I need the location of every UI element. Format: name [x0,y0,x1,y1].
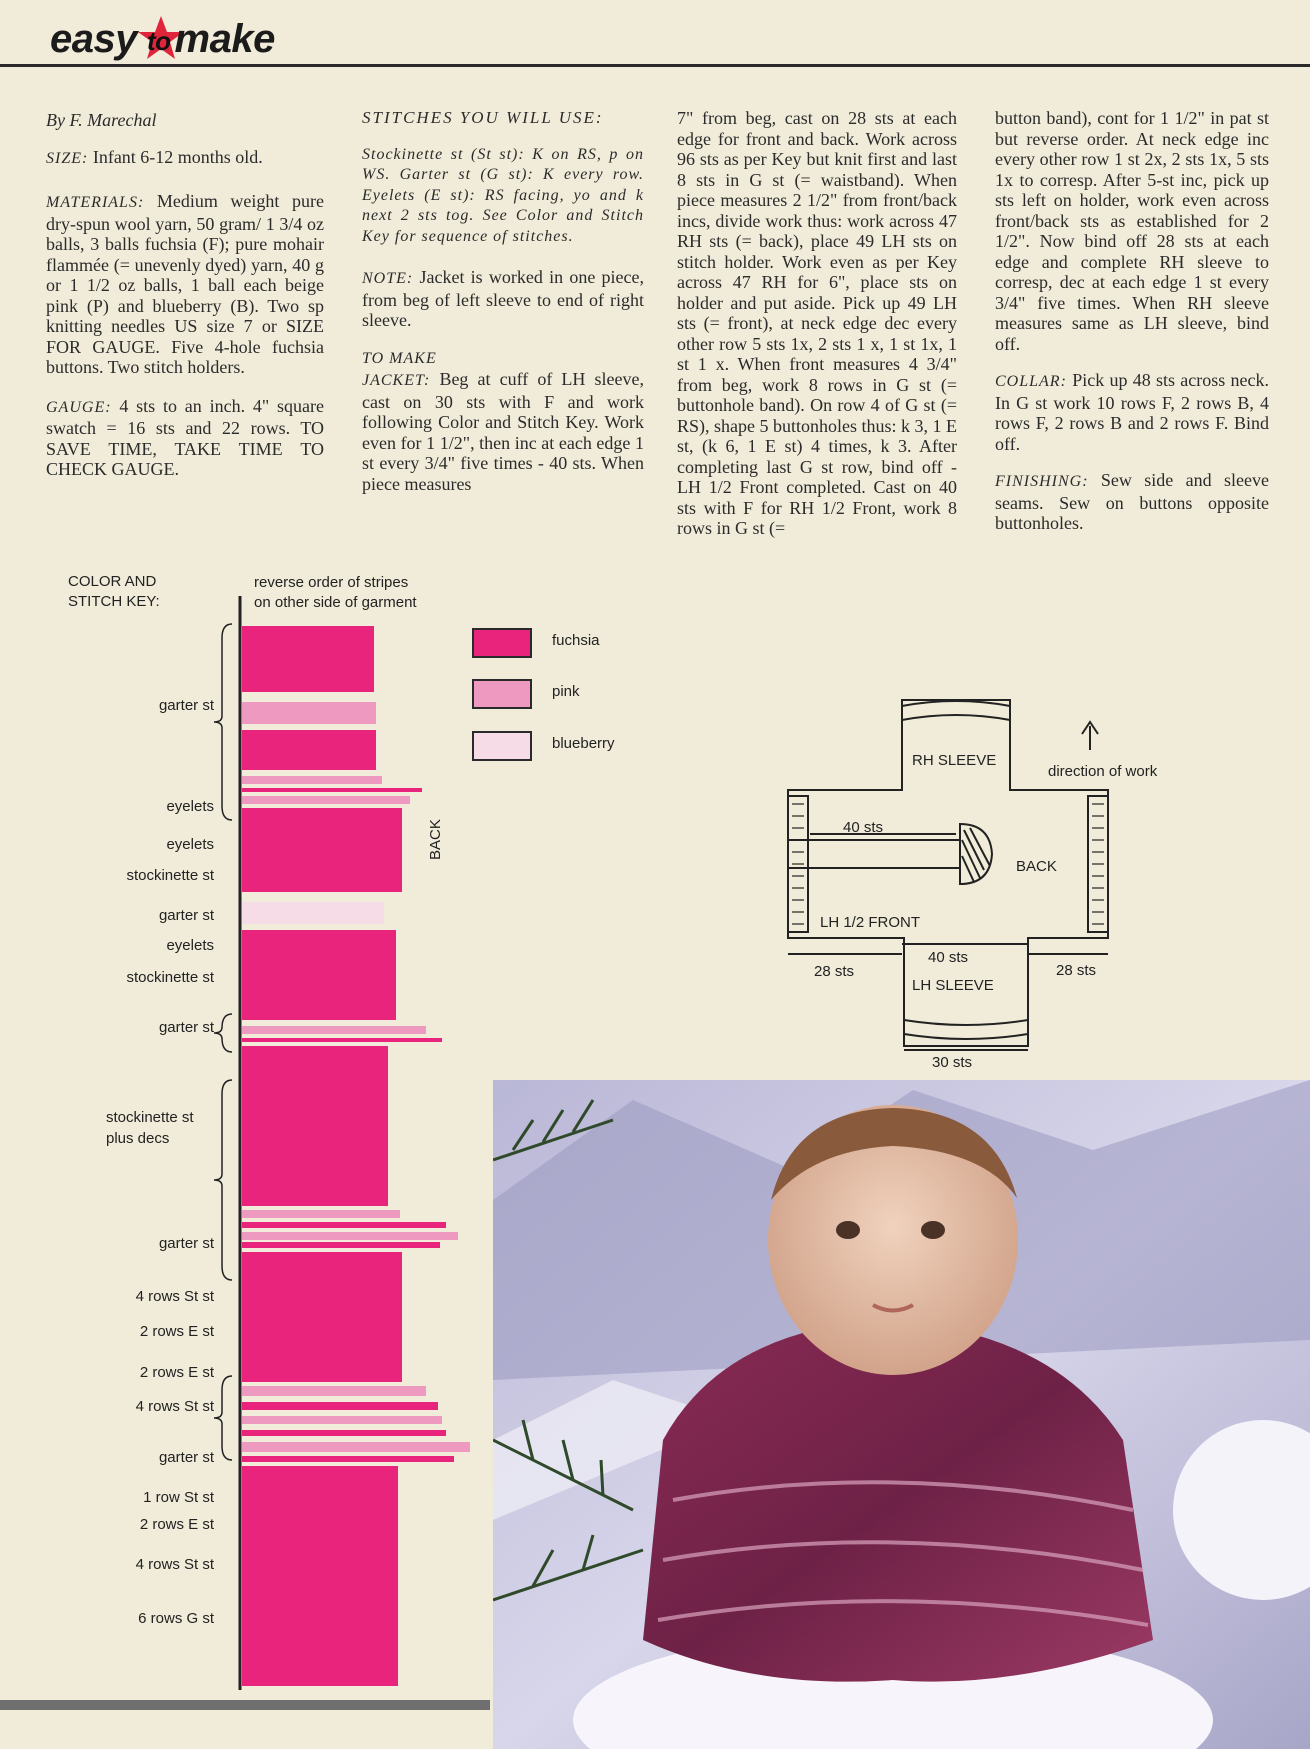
lh-front-label: LH 1/2 FRONT [820,914,921,931]
stripe-band [242,1386,426,1396]
note-text: Jacket is worked in one piece, from beg of left sleeve to end of right sleeve. [362,267,645,330]
legend-swatch-blueberry [472,731,532,761]
key-note-line2: on other side of garment [254,594,417,611]
note-label: NOTE: [362,270,414,287]
tomake-label: TO MAKE [362,349,437,367]
baby-eye-left [836,1221,860,1239]
key-row-label: 4 rows St st [135,1556,214,1573]
rh-sleeve-label: RH SLEEVE [912,752,997,769]
materials-label: MATERIALS: [46,194,145,211]
header-rule [0,64,1310,67]
sts30-label: 30 sts [932,1054,973,1071]
key-row-label: garter st [158,697,214,714]
key-title-line2: STITCH KEY: [68,593,160,610]
sts40-top-label: 40 sts [843,819,884,836]
key-row-label: 6 rows G st [138,1610,214,1627]
column-3 [677,108,957,555]
legend-swatch-fuchsia [472,628,532,658]
column-2 [362,108,644,510]
baby-eye-right [921,1221,945,1239]
stripe-band [242,930,396,1020]
key-row-label: eyelets [166,798,214,815]
stripe-band [242,1210,400,1218]
rh-sleeve-cuff-inner [902,715,1010,720]
key-row-label: 2 rows E st [139,1516,214,1533]
sts28-right-label: 28 sts [1056,962,1097,979]
column-4 [995,108,1269,550]
key-row-label: 2 rows E st [139,1323,214,1340]
footer-bar [0,1700,490,1710]
key-row-label: eyelets [166,836,214,853]
stripe-band [242,776,382,784]
stripe-band [242,626,374,692]
finishing-label: FINISHING: [995,473,1089,490]
col3-text: 7" from beg, cast on 28 sts at each edge for front and back. Work across 96 sts as per Key but knit first and last 8 sts in G st (= waistband). When piece measures 2 1/2" from front/back incs, divide work thus: work across 47 RH sts (= back), place 49 LH sts on stitch holder. Work even as per Key across 47 RH for 6", place sts on holder and put aside. Pick up 49 LH sts (= front), at neck edge dec every other row 5 sts 1x, 2 sts 1 x, 1 st 1x, 1 st 1 x. When front measures 4 3/4" from beg, work 8 rows in G st (= buttonhole band). On row 4 of G st (= RS), shape 5 buttonholes thus: k 3, 1 E st, (k 6, 1 E st) 4 times, k 3. After completing last G st row, bind off - LH 1/2 Front completed. Cast on 40 sts with F for RH 1/2 Front, work 8 rows in G st (= [677,108,957,538]
col4-text: button band), cont for 1 1/2" in pat st but reverse order. At neck edge inc every other row 1 st 2x, 2 sts 1x, 5 sts 1x to corresp. After 5-st inc, pick up sts left on holder, work even across front/back sts as established for 2 1/2". Now bind off 28 sts at each edge and complete RH sleeve to corresp, dec at each edge 1 st every 3/4" five times. When RH sleeve measures same as LH sleeve, bind off. [995,108,1269,354]
stripe-band [242,788,422,792]
baby-photo [493,1080,1310,1749]
key-row-label: plus decs [106,1130,170,1147]
jacket-label: JACKET: [362,372,431,389]
key-row-label: stockinette st [126,867,214,884]
stripe-band [242,1442,470,1452]
stitches-heading: STITCHES YOU WILL USE: [362,108,604,127]
magazine-logo [50,14,309,62]
key-brace [214,1014,232,1052]
jacket-schematic [770,690,1190,1080]
column-1 [46,110,324,496]
stripe-band [242,1402,438,1410]
lh-sleeve-cuff [904,1034,1028,1039]
logo-text-make: make [174,17,275,61]
legend-label-fuchsia: fuchsia [552,632,600,649]
key-note-line1: reverse order of stripes [254,574,409,591]
sts28-left-label: 28 sts [814,963,855,980]
logo-text-easy: easy [50,17,137,61]
key-brace [214,1376,232,1460]
lh-sleeve-label: LH SLEEVE [912,977,994,994]
jacket-text: Beg at cuff of LH sleeve, cast on 30 sts with F and work following Color and Stitch Key. Work even for 1 1/2", then inc at each edge 1 st every 3/4" five times - 40 sts. When piece measures [362,369,644,494]
back-label: BACK [427,819,444,860]
legend-label-pink: pink [552,683,580,700]
stripe-band [242,1026,426,1034]
stripe-band [242,1416,442,1424]
stripe-band [242,1456,454,1462]
key-row-label: 2 rows E st [139,1364,214,1381]
stripe-band [242,1466,398,1686]
size-label: SIZE: [46,149,89,167]
stripe-band [242,1430,446,1436]
key-row-label: stockinette st [106,1109,194,1126]
key-row-label: garter st [158,1449,214,1466]
brace-group [214,624,232,1460]
stripe-band [242,1046,388,1206]
stripe-band [242,1232,458,1240]
byline: By F. Marechal [46,110,157,130]
stripe-band [242,1252,402,1382]
sts40-bottom-label: 40 sts [928,949,969,966]
key-row-label: eyelets [166,937,214,954]
gauge-label: GAUGE: [46,398,112,416]
key-row-label: 4 rows St st [135,1288,214,1305]
collar-label: COLLAR: [995,373,1067,390]
stripe-band [242,902,384,924]
rh-sleeve-cuff [902,701,1010,706]
direction-label: direction of work [1048,763,1158,780]
size-text: Infant 6-12 months old. [92,146,263,167]
legend-swatch-pink [472,679,532,709]
key-row-label: 1 row St st [143,1489,214,1506]
stripe-band [242,730,376,770]
collar-text: Pick up 48 sts across neck. In G st work 10 rows F, 2 rows B, 4 rows F, 2 rows B and 2 rows F. Bind off. [995,370,1270,454]
key-row-label: garter st [158,907,214,924]
waistband-ticks [792,804,1104,924]
key-title-line1: COLOR AND [68,573,157,590]
key-row-label: garter st [158,1235,214,1252]
materials-text: Medium weight pure dry-spun wool yarn, 50 gram/ 1 3/4 oz balls, 3 balls fuchsia (F); pure mohair flammée (= unevenly dyed) yarn, 40 g or 1 1/2 oz balls, 1 ball each beige pink (P) and blueberry (B). Two sp knitting needles US size 7 or SIZE FOR GAUGE. Five 4-hole fuchsia buttons. Two stitch holders. [46,191,324,377]
stripe-band [242,702,376,724]
stripe-band [242,1222,446,1228]
stripe-band [242,1242,440,1248]
key-row-label: garter st [158,1019,214,1036]
key-row-label: 4 rows St st [135,1398,214,1415]
back-diagram-label: BACK [1016,858,1057,875]
legend-label-blueberry: blueberry [552,735,615,752]
stripe-band [242,808,402,892]
logo-text-to: to [146,26,171,56]
stripe-group [242,626,470,1686]
key-brace [214,624,232,820]
finishing-text: Sew side and sleeve seams. Sew on buttons opposite buttonholes. [995,470,1269,533]
lh-sleeve-cuff-inner [904,1020,1028,1025]
stitches-text: Stockinette st (St st): K on RS, p on WS. Garter st (G st): K every row. Eyelets (E st): RS facing, yo and k next 2 sts tog. See Color and Stitch Key for sequence of stitches. [362,145,644,245]
gauge-text: 4 sts to an inch. 4" square swatch = 16 sts and 22 rows. TO SAVE TIME, TAKE TIME TO CHECK GAUGE. [46,395,324,479]
stripe-band [242,796,410,804]
key-row-label: stockinette st [126,969,214,986]
stripe-band [242,1038,442,1042]
